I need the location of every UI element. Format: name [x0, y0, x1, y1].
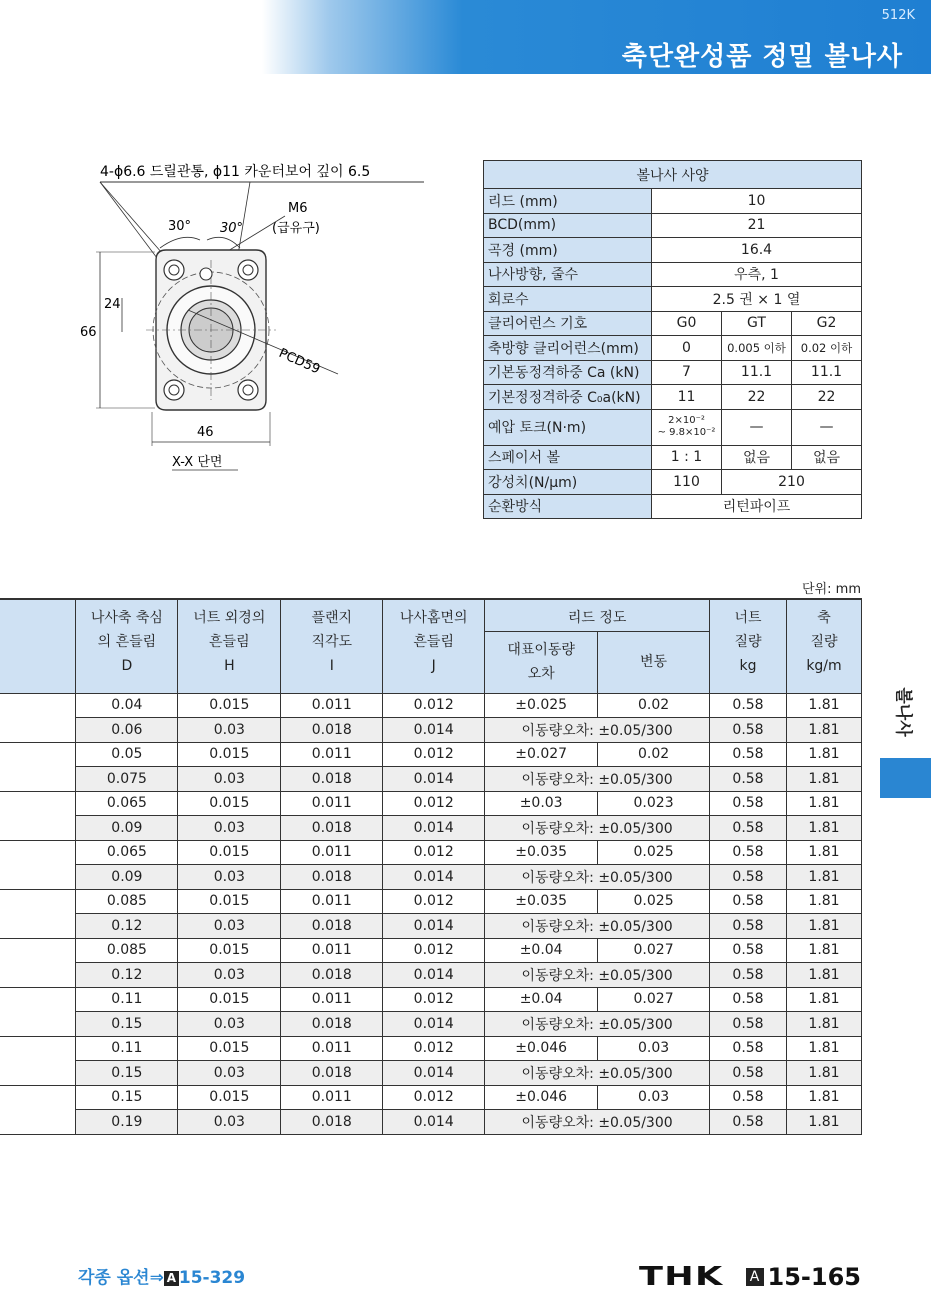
catalog-code: 512K	[881, 8, 915, 23]
cell-d: 0.09	[76, 865, 178, 890]
cell-d: 0.11	[76, 1036, 178, 1061]
spec-row-ca: 기본동정격하중 Ca (kN) 7 11.1 11.1	[484, 360, 862, 385]
cell-variation: 0.027	[598, 938, 710, 963]
unit-label: 단위: mm	[802, 582, 861, 597]
cell-shaft-mass: 1.81	[786, 767, 861, 792]
cell-variation: 0.03	[598, 1036, 710, 1061]
cell-rep-error: ±0.035	[485, 889, 598, 914]
table-row	[0, 816, 862, 841]
cell-h: 0.03	[178, 1110, 281, 1135]
cell-d: 0.05	[76, 742, 178, 767]
header-lead-accuracy: 리드 정도	[485, 599, 710, 631]
cell-shaft-mass: 1.81	[786, 1012, 861, 1037]
row-label-cell	[0, 1110, 76, 1135]
cell-nut-mass: 0.58	[710, 865, 787, 890]
pcd-label: PCD59	[276, 345, 323, 378]
cell-d: 0.19	[76, 1110, 178, 1135]
cell-i: 0.011	[281, 889, 383, 914]
cell-nut-mass: 0.58	[710, 1036, 787, 1061]
spec-row: 곡경 (mm) 16.4	[484, 238, 862, 263]
thk-logo: THK	[638, 1262, 724, 1292]
cell-j: 0.014	[383, 816, 485, 841]
row-label-cell	[0, 693, 76, 718]
cell-rep-error: ±0.03	[485, 791, 598, 816]
cell-h: 0.03	[178, 718, 281, 743]
cell-nut-mass: 0.58	[710, 963, 787, 988]
cell-h: 0.03	[178, 1061, 281, 1086]
cell-h: 0.015	[178, 889, 281, 914]
table-row	[0, 718, 862, 743]
drill-note: 4-ϕ6.6 드릴관통, ϕ11 카운터보어 깊이 6.5	[100, 164, 371, 180]
cell-rep-error: ±0.025	[485, 693, 598, 718]
cell-variation-merged: 이동량오차: ±0.05/300	[485, 816, 710, 841]
table-row	[0, 963, 862, 988]
cell-rep-error: ±0.035	[485, 840, 598, 865]
cell-variation: 0.02	[598, 693, 710, 718]
cell-j: 0.012	[383, 1036, 485, 1061]
table-row	[0, 889, 862, 914]
cell-shaft-mass: 1.81	[786, 865, 861, 890]
table-row	[0, 767, 862, 792]
cell-shaft-mass: 1.81	[786, 889, 861, 914]
cell-j: 0.012	[383, 742, 485, 767]
cell-d: 0.075	[76, 767, 178, 792]
cell-h: 0.03	[178, 816, 281, 841]
spec-row-stiffness: 강성치(N/μm) 110 210	[484, 470, 862, 495]
row-label-cell	[0, 742, 76, 767]
spec-row-circulation: 순환방식 리턴파이프	[484, 494, 862, 519]
cell-nut-mass: 0.58	[710, 1110, 787, 1135]
cell-i: 0.011	[281, 938, 383, 963]
cell-d: 0.065	[76, 840, 178, 865]
table-row	[0, 914, 862, 939]
spec-title: 볼나사 사양	[484, 161, 862, 189]
cell-i: 0.011	[281, 693, 383, 718]
cell-i: 0.018	[281, 1110, 383, 1135]
header-d: 나사축 축심 의 흔들림 D	[76, 599, 178, 693]
row-label-cell	[0, 718, 76, 743]
cell-shaft-mass: 1.81	[786, 1061, 861, 1086]
cell-variation: 0.025	[598, 889, 710, 914]
header-rep-error: 대표이동량 오차	[485, 631, 598, 693]
cell-shaft-mass: 1.81	[786, 693, 861, 718]
cell-variation: 0.03	[598, 1085, 710, 1110]
cell-h: 0.015	[178, 1036, 281, 1061]
section-a-icon: A	[164, 1271, 179, 1286]
cell-j: 0.012	[383, 693, 485, 718]
cell-variation-merged: 이동량오차: ±0.05/300	[485, 914, 710, 939]
row-label-cell	[0, 840, 76, 865]
row-label-cell	[0, 914, 76, 939]
cell-j: 0.012	[383, 889, 485, 914]
cell-shaft-mass: 1.81	[786, 914, 861, 939]
cell-j: 0.014	[383, 1110, 485, 1135]
cell-i: 0.018	[281, 1061, 383, 1086]
cell-d: 0.15	[76, 1061, 178, 1086]
spec-row-coa: 기본정정격하중 C₀a(kN) 11 22 22	[484, 385, 862, 410]
cell-j: 0.014	[383, 1012, 485, 1037]
cell-j: 0.012	[383, 987, 485, 1012]
cell-h: 0.03	[178, 767, 281, 792]
section-a-icon: A	[746, 1268, 764, 1286]
ballscrew-spec-table	[483, 160, 862, 519]
cell-i: 0.018	[281, 963, 383, 988]
cell-d: 0.15	[76, 1085, 178, 1110]
cell-variation-merged: 이동량오차: ±0.05/300	[485, 767, 710, 792]
spec-row-axial: 축방향 클리어런스(mm) 0 0.005 이하 0.02 이하	[484, 336, 862, 361]
cell-h: 0.03	[178, 865, 281, 890]
cell-rep-error: ±0.04	[485, 938, 598, 963]
header-nut-mass: 너트 질량 kg	[710, 599, 787, 693]
cell-h: 0.015	[178, 742, 281, 767]
cell-variation-merged: 이동량오차: ±0.05/300	[485, 865, 710, 890]
cell-nut-mass: 0.58	[710, 987, 787, 1012]
cell-nut-mass: 0.58	[710, 718, 787, 743]
cell-nut-mass: 0.58	[710, 1061, 787, 1086]
header-j: 나사홈면의 흔들림 J	[383, 599, 485, 693]
cell-shaft-mass: 1.81	[786, 938, 861, 963]
cell-j: 0.012	[383, 938, 485, 963]
table-row	[0, 938, 862, 963]
cell-nut-mass: 0.58	[710, 938, 787, 963]
cell-nut-mass: 0.58	[710, 1012, 787, 1037]
cell-j: 0.014	[383, 963, 485, 988]
cell-i: 0.011	[281, 791, 383, 816]
row-label-cell	[0, 791, 76, 816]
cell-j: 0.014	[383, 718, 485, 743]
cell-variation-merged: 이동량오차: ±0.05/300	[485, 1012, 710, 1037]
cell-shaft-mass: 1.81	[786, 718, 861, 743]
table-row	[0, 1012, 862, 1037]
dim-66: 66	[80, 325, 97, 340]
row-label-cell	[0, 1085, 76, 1110]
cell-variation: 0.027	[598, 987, 710, 1012]
cell-rep-error: ±0.046	[485, 1085, 598, 1110]
table-row	[0, 1036, 862, 1061]
nut-section-drawing	[60, 150, 440, 480]
cell-variation: 0.025	[598, 840, 710, 865]
table-row	[0, 742, 862, 767]
cell-j: 0.014	[383, 914, 485, 939]
cell-shaft-mass: 1.81	[786, 963, 861, 988]
angle-label-1: 30°	[168, 219, 192, 234]
cell-nut-mass: 0.58	[710, 889, 787, 914]
cell-h: 0.015	[178, 987, 281, 1012]
header-shaft-mass: 축 질량 kg/m	[786, 599, 861, 693]
dim-24: 24	[104, 297, 121, 312]
cell-variation: 0.02	[598, 742, 710, 767]
header-i: 플랜지 직각도 I	[281, 599, 383, 693]
cell-variation-merged: 이동량오차: ±0.05/300	[485, 1110, 710, 1135]
row-label-cell	[0, 938, 76, 963]
cell-shaft-mass: 1.81	[786, 791, 861, 816]
header-h: 너트 외경의 흔들림 H	[178, 599, 281, 693]
row-label-cell	[0, 816, 76, 841]
cell-i: 0.018	[281, 767, 383, 792]
cell-d: 0.065	[76, 791, 178, 816]
cell-h: 0.015	[178, 840, 281, 865]
row-label-cell	[0, 1036, 76, 1061]
row-label-cell	[0, 889, 76, 914]
m6-label: M6	[288, 201, 308, 216]
spec-row-clearance: 클리어런스 기호 G0 GT G2	[484, 311, 862, 336]
spec-row-spacer: 스페이서 볼 1 : 1 없음 없음	[484, 445, 862, 470]
side-tab-label: 볼나사	[893, 687, 914, 737]
cell-shaft-mass: 1.81	[786, 987, 861, 1012]
row-label-cell	[0, 865, 76, 890]
cell-nut-mass: 0.58	[710, 914, 787, 939]
cell-nut-mass: 0.58	[710, 693, 787, 718]
cell-i: 0.011	[281, 840, 383, 865]
cell-i: 0.011	[281, 1085, 383, 1110]
header-variation: 변동	[598, 631, 710, 693]
cell-nut-mass: 0.58	[710, 742, 787, 767]
table-row	[0, 1110, 862, 1135]
row-label-cell	[0, 767, 76, 792]
cell-j: 0.012	[383, 1085, 485, 1110]
accuracy-table	[0, 598, 862, 1135]
cell-i: 0.011	[281, 987, 383, 1012]
cell-j: 0.014	[383, 1061, 485, 1086]
cell-d: 0.15	[76, 1012, 178, 1037]
cell-nut-mass: 0.58	[710, 840, 787, 865]
cell-j: 0.014	[383, 865, 485, 890]
cell-nut-mass: 0.58	[710, 767, 787, 792]
cell-i: 0.018	[281, 816, 383, 841]
spec-row: 리드 (mm) 10	[484, 189, 862, 214]
cell-shaft-mass: 1.81	[786, 1085, 861, 1110]
table-row	[0, 791, 862, 816]
cell-j: 0.014	[383, 767, 485, 792]
table-row	[0, 840, 862, 865]
cell-d: 0.12	[76, 963, 178, 988]
spec-row: 나사방향, 줄수 우측, 1	[484, 262, 862, 287]
cell-d: 0.085	[76, 938, 178, 963]
cell-i: 0.018	[281, 1012, 383, 1037]
cell-j: 0.012	[383, 840, 485, 865]
section-label: X-X 단면	[172, 455, 223, 470]
cell-shaft-mass: 1.81	[786, 742, 861, 767]
table-row	[0, 1085, 862, 1110]
table-row	[0, 987, 862, 1012]
cell-h: 0.015	[178, 1085, 281, 1110]
options-ref: 15-329	[178, 1268, 246, 1288]
page-footer	[639, 1262, 861, 1292]
cell-shaft-mass: 1.81	[786, 1036, 861, 1061]
cell-h: 0.03	[178, 963, 281, 988]
blank-header	[0, 599, 76, 693]
cell-d: 0.11	[76, 987, 178, 1012]
cell-i: 0.018	[281, 718, 383, 743]
cell-d: 0.04	[76, 693, 178, 718]
cell-h: 0.015	[178, 938, 281, 963]
cell-h: 0.03	[178, 914, 281, 939]
m6-sub-label: (급유구)	[272, 221, 320, 236]
cell-i: 0.011	[281, 1036, 383, 1061]
spec-row: BCD(mm) 21	[484, 213, 862, 238]
cell-variation-merged: 이동량오차: ±0.05/300	[485, 718, 710, 743]
row-label-cell	[0, 1012, 76, 1037]
row-label-cell	[0, 1061, 76, 1086]
cell-d: 0.12	[76, 914, 178, 939]
spec-row: 회로수 2.5 권 × 1 열	[484, 287, 862, 312]
row-label-cell	[0, 987, 76, 1012]
cell-d: 0.09	[76, 816, 178, 841]
cell-nut-mass: 0.58	[710, 1085, 787, 1110]
cell-variation-merged: 이동량오차: ±0.05/300	[485, 963, 710, 988]
page-title: 축단완성품 정밀 볼나사	[621, 42, 903, 72]
cell-variation: 0.023	[598, 791, 710, 816]
cell-h: 0.015	[178, 693, 281, 718]
cell-nut-mass: 0.58	[710, 816, 787, 841]
cell-rep-error: ±0.046	[485, 1036, 598, 1061]
cell-i: 0.018	[281, 914, 383, 939]
options-link[interactable]	[78, 1263, 245, 1288]
cell-rep-error: ±0.04	[485, 987, 598, 1012]
cell-h: 0.015	[178, 791, 281, 816]
angle-label-2: 30°	[220, 221, 244, 236]
page-number: 15-165	[767, 1263, 861, 1291]
dim-46: 46	[197, 425, 214, 440]
cell-i: 0.011	[281, 742, 383, 767]
cell-nut-mass: 0.58	[710, 791, 787, 816]
page-header	[262, 0, 931, 74]
table-row	[0, 865, 862, 890]
side-tab-marker	[880, 758, 931, 798]
cell-variation-merged: 이동량오차: ±0.05/300	[485, 1061, 710, 1086]
cell-shaft-mass: 1.81	[786, 816, 861, 841]
row-label-cell	[0, 963, 76, 988]
cell-h: 0.03	[178, 1012, 281, 1037]
cell-d: 0.085	[76, 889, 178, 914]
cell-rep-error: ±0.027	[485, 742, 598, 767]
cell-d: 0.06	[76, 718, 178, 743]
spec-row-preload: 예압 토크(N·m) 2×10⁻² ~ 9.8×10⁻² — —	[484, 409, 862, 445]
cell-i: 0.018	[281, 865, 383, 890]
options-text: 각종 옵션⇒	[78, 1268, 164, 1288]
cell-shaft-mass: 1.81	[786, 1110, 861, 1135]
table-row	[0, 1061, 862, 1086]
table-row	[0, 693, 862, 718]
cell-shaft-mass: 1.81	[786, 840, 861, 865]
cell-j: 0.012	[383, 791, 485, 816]
